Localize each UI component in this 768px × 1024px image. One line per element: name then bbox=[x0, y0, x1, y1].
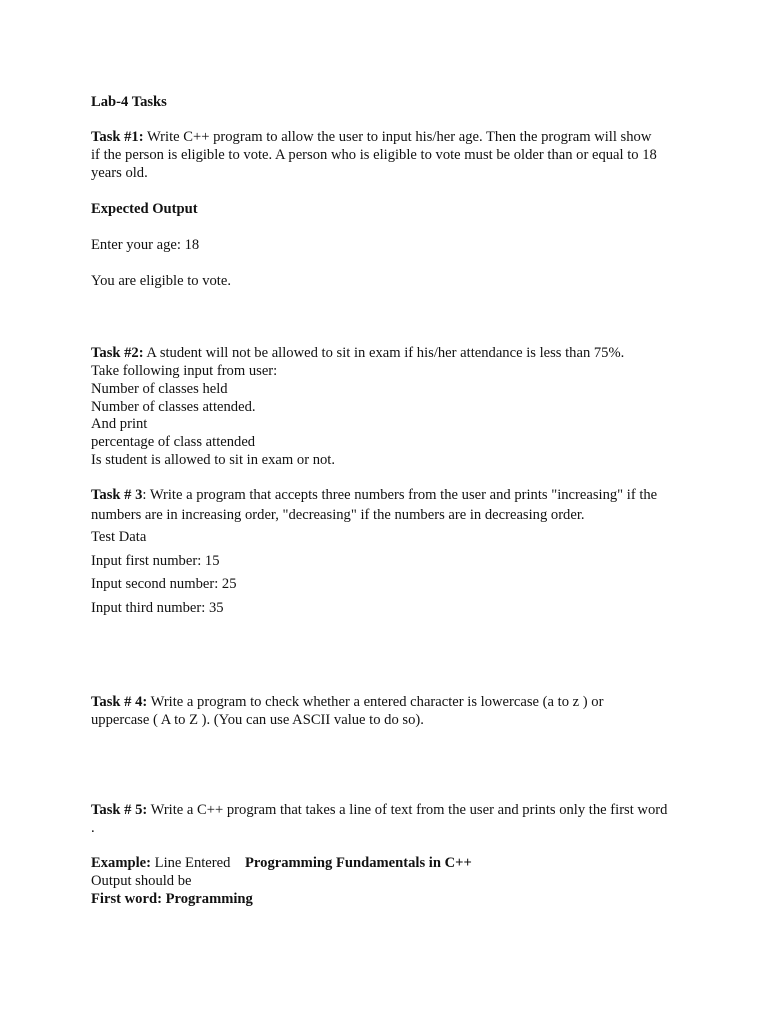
task4-line1: Task # 4: Write a program to check whether a entered character is lowercase (a to z ) or bbox=[91, 694, 604, 710]
task4-label: Task # 4: bbox=[91, 694, 148, 710]
task1-output1: Enter your age: 18 bbox=[91, 237, 200, 253]
task2-line5: And print bbox=[91, 416, 148, 432]
document-title: Lab-4 Tasks bbox=[91, 94, 167, 110]
task1-line3: years old. bbox=[91, 165, 148, 181]
task2-label: Task #2: bbox=[91, 345, 144, 361]
task5-label: Task # 5: bbox=[91, 802, 148, 818]
task3-input2: Input second number: 25 bbox=[91, 576, 237, 592]
task2-line3: Number of classes held bbox=[91, 381, 228, 397]
task3-line2: numbers are in increasing order, "decreasing" if the numbers are in decreasing order. bbox=[91, 507, 585, 523]
task2-line4: Number of classes attended. bbox=[91, 399, 256, 415]
task2-line1: Task #2: A student will not be allowed to sit in exam if his/her attendance is less than 75%. bbox=[91, 345, 625, 361]
example-value: Programming Fundamentals in C++ bbox=[245, 855, 472, 871]
task1-output2: You are eligible to vote. bbox=[91, 273, 231, 289]
task3-label: Task # 3 bbox=[91, 487, 143, 503]
task3-input1: Input first number: 15 bbox=[91, 553, 220, 569]
expected-output-heading: Expected Output bbox=[91, 201, 198, 217]
example-label: Example: bbox=[91, 855, 151, 871]
task5-line1: Task # 5: Write a C++ program that takes a line of text from the user and prints only the first word bbox=[91, 802, 668, 818]
task5-line2: . bbox=[91, 820, 95, 836]
task3-line1: Task # 3: Write a program that accepts three numbers from the user and prints "increasing" if the bbox=[91, 487, 658, 503]
task2-line6: percentage of class attended bbox=[91, 434, 256, 450]
task2-line7: Is student is allowed to sit in exam or not. bbox=[91, 452, 336, 468]
task2-line2: Take following input from user: bbox=[91, 363, 278, 379]
task1-line1: Task #1: Write C++ program to allow the user to input his/her age. Then the program will show bbox=[91, 129, 652, 145]
task1-line2: if the person is eligible to vote. A person who is eligible to vote must be older than or equal to 18 bbox=[91, 147, 657, 163]
first-word-output: First word: Programming bbox=[91, 891, 253, 907]
output-label: Output should be bbox=[91, 873, 192, 889]
test-data-heading: Test Data bbox=[91, 529, 147, 545]
task3-input3: Input third number: 35 bbox=[91, 600, 224, 616]
task1-label: Task #1: bbox=[91, 129, 144, 145]
example-line: Example: Line Entered Programming Fundamentals in C++ bbox=[91, 855, 472, 871]
task4-line2: uppercase ( A to Z ). (You can use ASCII value to do so). bbox=[91, 712, 424, 728]
